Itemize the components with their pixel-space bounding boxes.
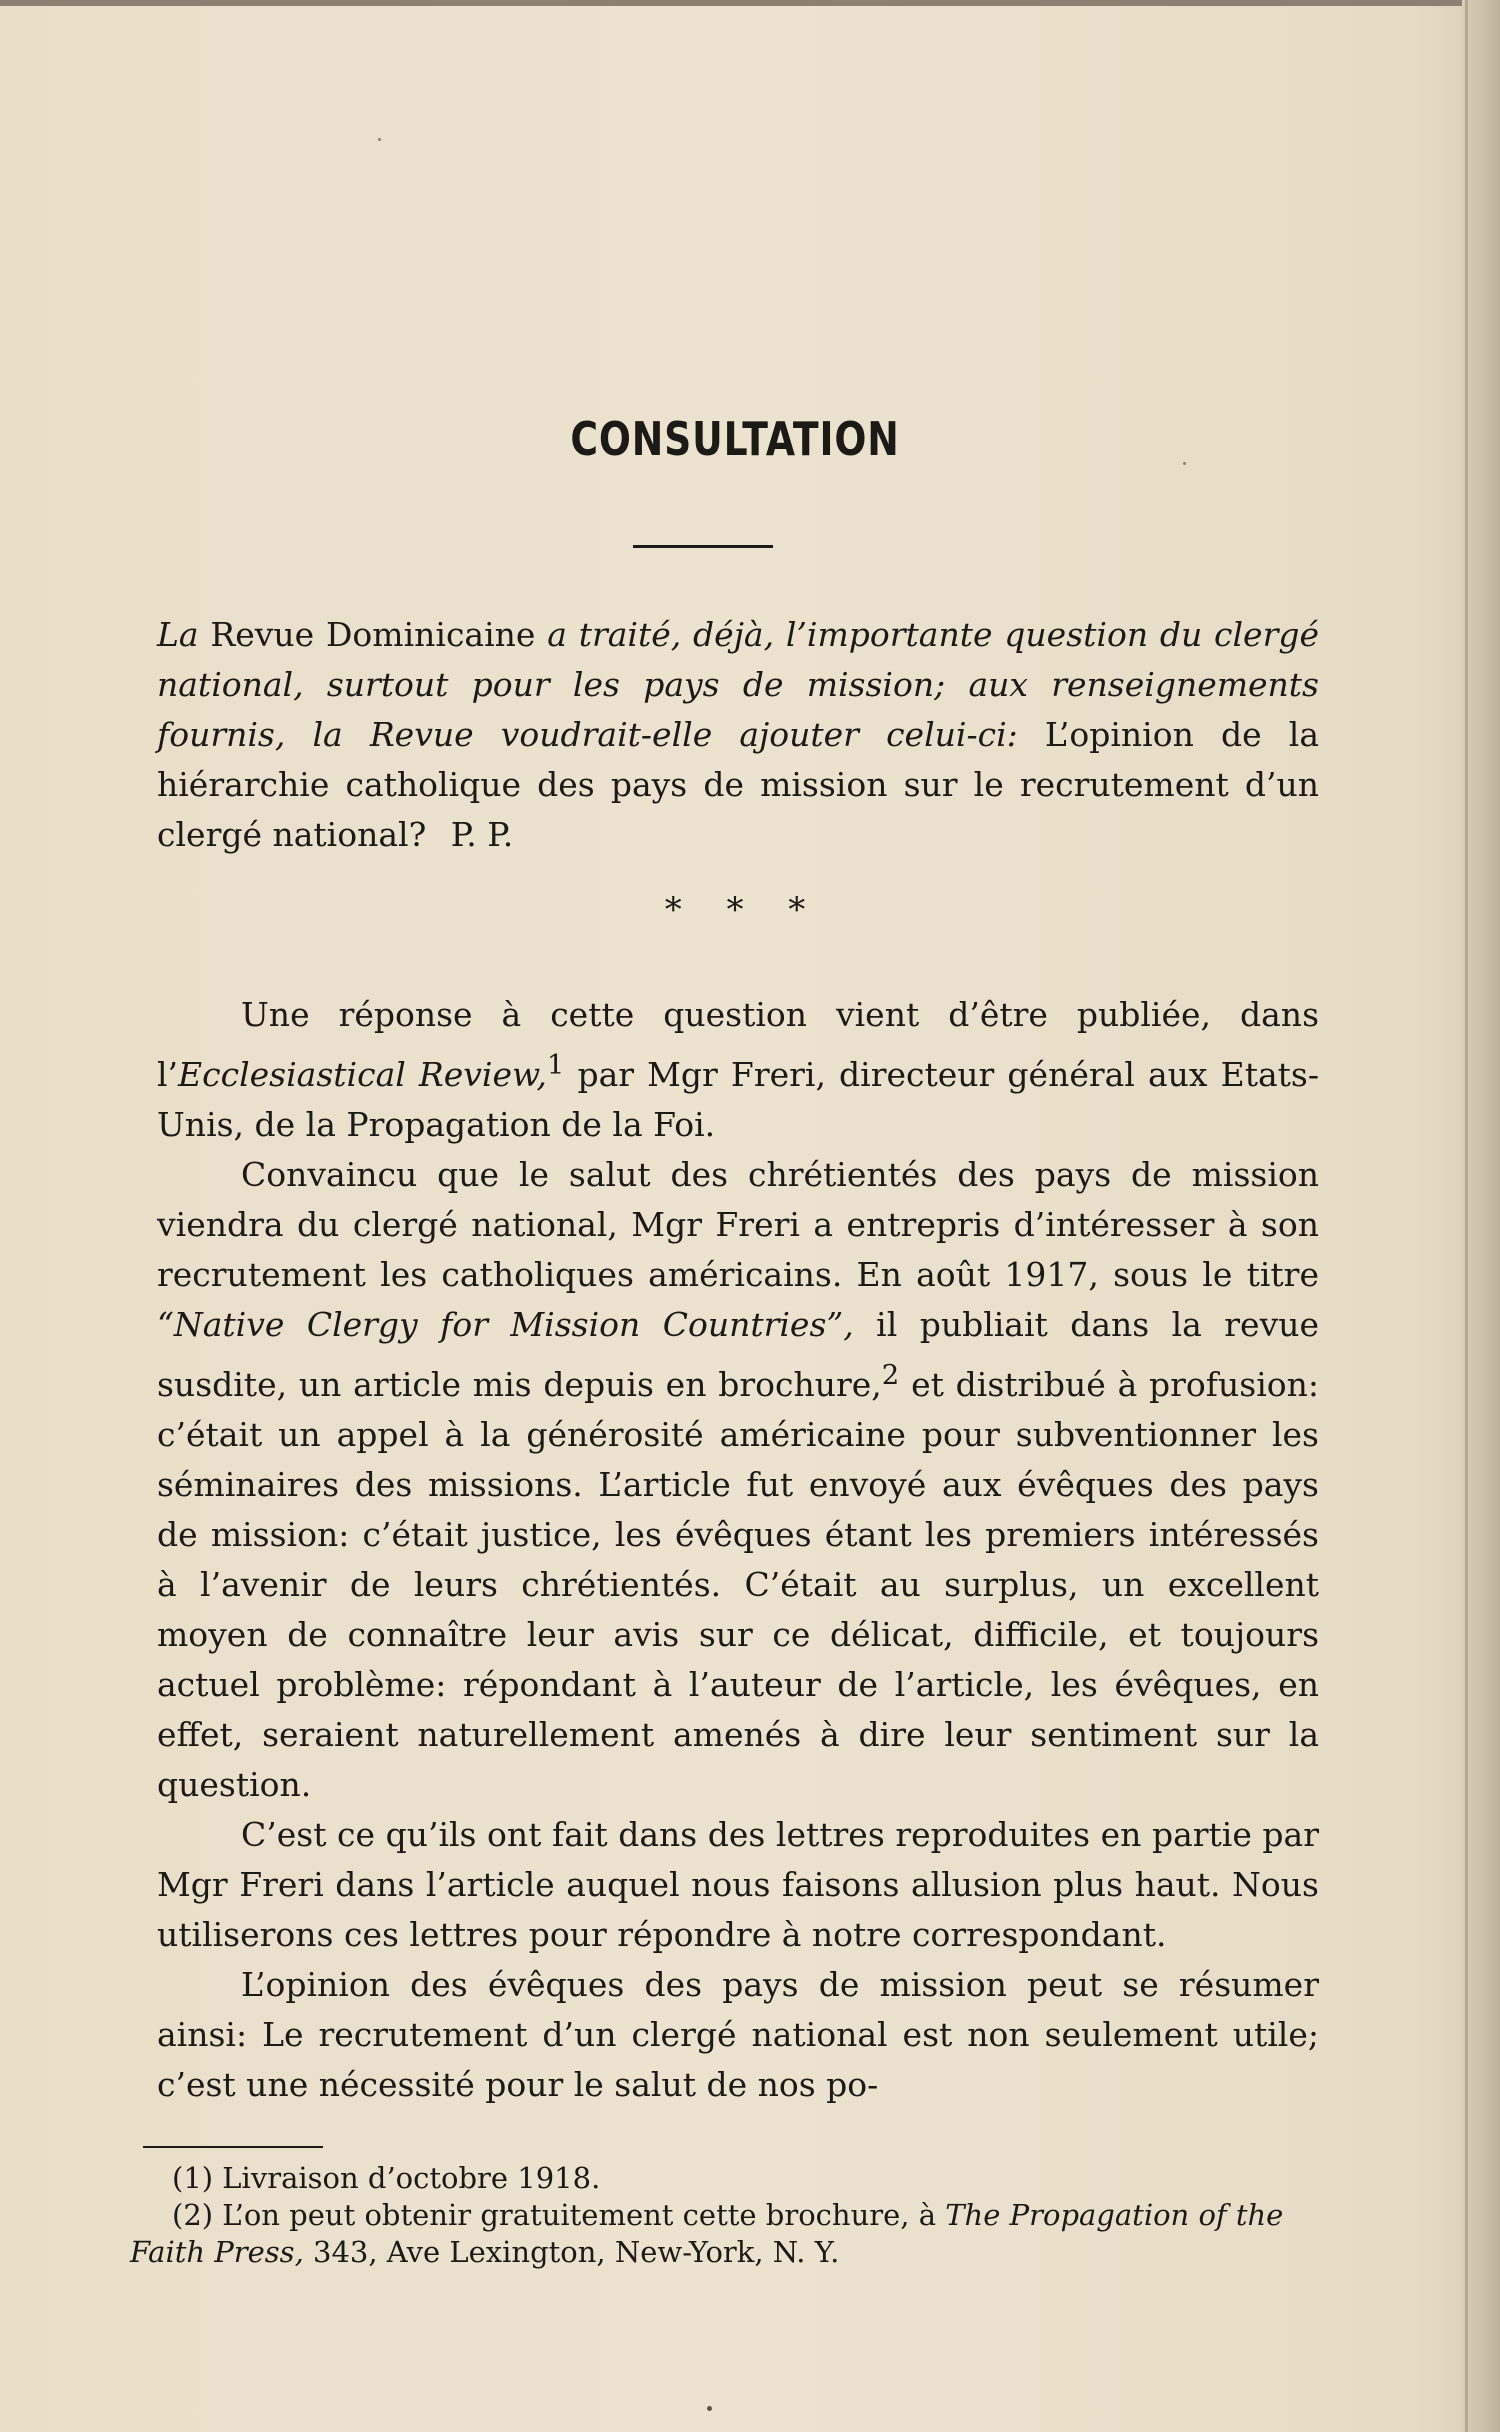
paragraph-2-text-mid: il publiait dans la revue susdite, un article mis depuis en brochure,: [157, 1305, 1319, 1404]
paper-speck: [378, 138, 381, 141]
paragraph-2-text: Convaincu que le salut des chrétientés des pays de mission viendra du clergé national, Mgr Freri a entrepris d’intéresser à son recrutement les catholiques américains. En août 1917, sous le titre: [157, 1155, 1319, 1294]
footnote-2-text: (2) L’on peut obtenir gratuitement cette brochure, à: [172, 2198, 936, 2232]
footnote-ref-1: 1: [546, 1049, 565, 1081]
footnotes: [130, 2160, 1315, 2271]
binding-shadow: [1465, 0, 1468, 2432]
question-text: L’opinion de la hiérarchie catholique des pays de mission sur le recrutement d’un clergé national?: [157, 715, 1319, 854]
title-rule: [633, 545, 773, 548]
question-italic-text: a traité, déjà, l’importante question du clergé national, surtout pour les pays de mission; aux renseignements fournis, la Revue voudrait-elle ajouter celui-ci:: [157, 615, 1320, 754]
reader-question: [157, 610, 1319, 860]
paragraph-2: [157, 1150, 1319, 1810]
question-journal: Revue Dominicaine: [210, 615, 536, 654]
page-top-edge: [0, 0, 1500, 6]
paragraph-1: [157, 990, 1319, 1150]
article-title: “Native Clergy for Mission Countries”,: [157, 1305, 854, 1344]
paragraph-2-text-end: et distribué à profusion: c’était un appel à la générosité américaine pour subventionner les séminaires des missions. L’article fut envoyé aux évêques des pays de mission: c’était justice, les évêques étant les premiers intéressés à l’avenir de leurs chrétientés. C’était au surplus, un excellent moyen de connaître leur avis sur ce délicat, difficile, et toujours actuel problème: répondant à l’auteur de l’article, les évêques, en effet, seraient naturellement amenés à dire leur sentiment sur la question.: [157, 1365, 1319, 1804]
footnote-ref-2: 2: [881, 1359, 900, 1391]
paragraph-4: L’opinion des évêques des pays de mission peut se résumer ainsi: Le recrutement d’un clergé national est non seulement utile; c’est une nécessité pour le salut de nos po-: [157, 1965, 1319, 2104]
paragraph-3: C’est ce qu’ils ont fait dans des lettres reproduites en partie par Mgr Freri dans l’article auquel nous faisons allusion plus haut. Nous utiliserons ces lettres pour répondre à notre correspondant.: [157, 1815, 1319, 1954]
footnote-2-address: 343, Ave Lexington, New-York, N. Y.: [313, 2235, 840, 2269]
footnote-1: (1) Livraison d’octobre 1918.: [172, 2161, 601, 2195]
footnote-2: [130, 2197, 1315, 2271]
paper-speck: [707, 2406, 712, 2411]
article-body: [157, 990, 1319, 2110]
page-title: CONSULTATION: [570, 412, 900, 466]
footnote-rule: [143, 2146, 323, 2148]
journal-title: Ecclesiastical Review,: [178, 1055, 547, 1094]
paragraph-1-text-end: par Mgr Freri, directeur général aux Etats-Unis, de la Propagation de la Foi.: [157, 1055, 1319, 1144]
publisher-name: The Propagation of the Faith Press,: [130, 2198, 1284, 2269]
question-lead: La: [157, 615, 199, 654]
paragraph-1-text: Une réponse à cette question vient d’être publiée, dans l’: [157, 995, 1319, 1094]
section-separator: * * *: [664, 890, 806, 930]
question-signature: P. P.: [450, 815, 514, 854]
